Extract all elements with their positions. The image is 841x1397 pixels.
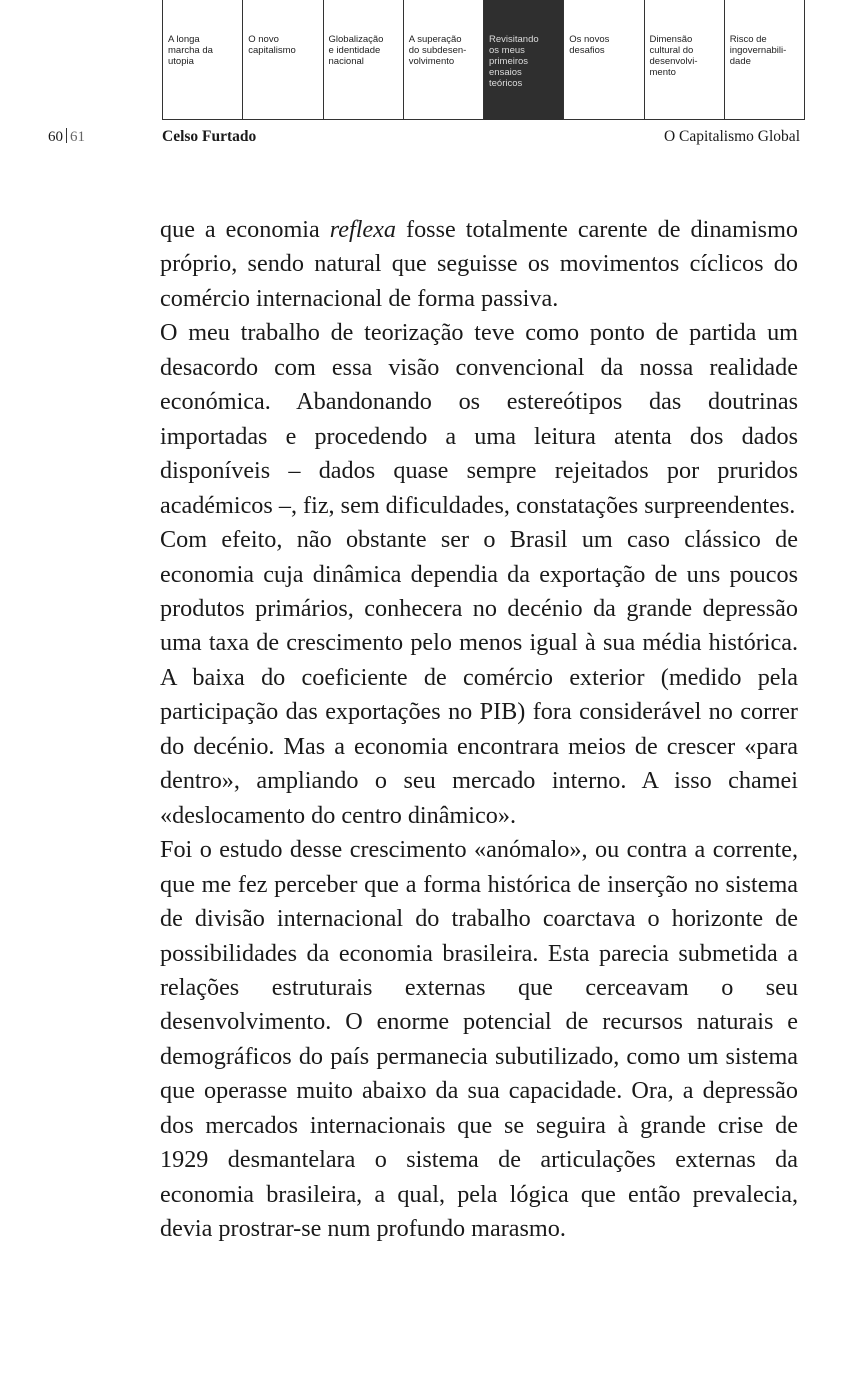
book-title: O Capitalismo Global: [663, 128, 800, 145]
paragraph-4: Foi o estudo desse crescimento «anómalo», ou contra a corrente, que me fez perceber que a forma histórica de inserção no sistema de divisão internacional do trabalho coarctava o horizonte de possibilidades da economia brasileira. Esta parecia submetida a relações estruturais externas que cerceavam o seu desenvolvimento. O enorme potencial de recursos naturais e demográficos do país permanecia subutilizado, como um sistema que operasse muito abaixo da sua capacidade. Ora, a depressão dos mercados internacionais que se seguira à grande crise de 1929 desmantelara o sistema de articulações externas da economia brasileira, a qual, pela lógica que então prevalecia, devia prostrar-se num profundo marasmo.: [160, 836, 798, 1243]
running-header: [0, 128, 841, 148]
page-number-right: 61: [70, 129, 85, 145]
chapter-tab-risco: Risco de ingovernabili- dade: [725, 0, 805, 120]
chapter-tab-superacao: A superação do subdesen- volvimento: [404, 0, 484, 120]
page-number-left: 60: [48, 129, 63, 145]
author-name: Celso Furtado: [162, 128, 257, 145]
page-numbers: [48, 128, 85, 146]
italic-term: reflexa: [329, 216, 396, 243]
chapter-tab-a-longa-marcha: A longa marcha da utopia: [163, 0, 243, 120]
chapter-tab-dimensao-cultural: Dimensão cultural do desenvolvi- mento: [645, 0, 725, 120]
chapter-tab-globalizacao: Globalização e identidade nacional: [324, 0, 404, 120]
paragraph-3: Com efeito, não obstante ser o Brasil um caso clássico de economia cuja dinâmica dependia da exportação de uns poucos produtos primários, conhecera no decénio da grande depressão uma taxa de crescimento pelo menos igual à sua média histórica. A baixa do coeficiente de comércio exterior (medido pela participação das exportações no PIB) fora considerável no correr do decénio. Mas a economia encontrara meios de crescer «para dentro», ampliando o seu mercado interno. A isso chamei «deslocamento do centro dinâmico».: [160, 526, 798, 829]
body-text: [160, 213, 798, 1247]
chapter-tab-novos-desafios: Os novos desafios: [564, 0, 644, 120]
paragraph-1-end: fosse totalmente carente de dinamismo próprio, sendo natural que seguisse os movimentos cíclicos do comércio internacional de forma passiva.: [160, 216, 799, 312]
chapter-tab-o-novo-capitalismo: O novo capitalismo: [243, 0, 323, 120]
page-number-divider: [66, 128, 67, 143]
chapter-tab-revisitando-active: Revisitando os meus primeiros ensaios teóricos: [484, 0, 564, 120]
chapter-navigation: [162, 0, 805, 120]
paragraph-2: O meu trabalho de teorização teve como ponto de partida um desacordo com essa visão convencional da nossa realidade económica. Abandonando os estereótipos das doutrinas importadas e procedendo a uma leitura atenta dos dados disponíveis – dados quase sempre rejeitados por pruridos académicos –, fiz, sem dificuldades, constatações surpreendentes.: [160, 319, 798, 519]
paragraph-1-start: que a economia: [160, 216, 330, 243]
paragraph-1: [160, 213, 798, 316]
